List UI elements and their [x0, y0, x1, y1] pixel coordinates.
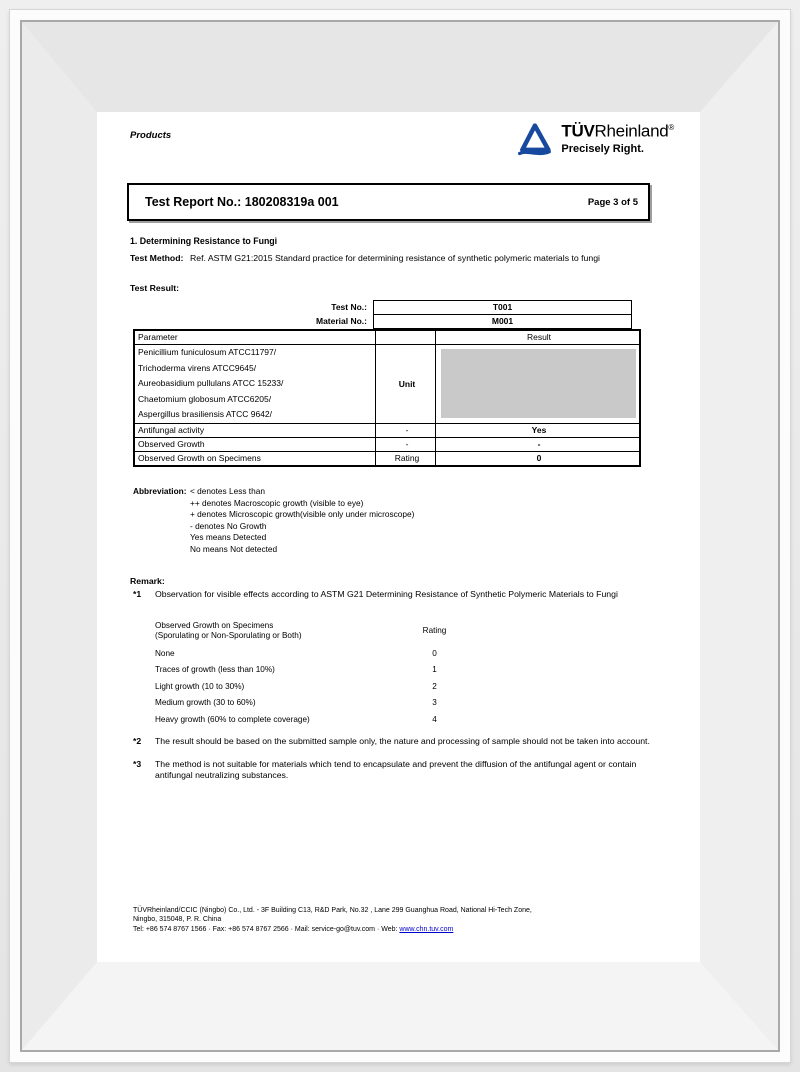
- species-line: Aspergillus brasiliensis ATCC 9642/: [138, 409, 273, 420]
- rating-row: [155, 678, 462, 695]
- abbreviation-line: No means Not detected: [190, 543, 278, 554]
- footer-contact-text: Tel: +86 574 8767 1566 · Fax: +86 574 8767 2566 · Mail: service-go@tuv.com · Web:: [133, 925, 400, 933]
- remark-label: Remark:: [130, 576, 165, 586]
- table-header-row: [134, 330, 640, 345]
- unit-cell: Unit: [376, 345, 436, 424]
- species-line: Penicillium funiculosum ATCC11797/: [138, 347, 277, 358]
- rating-row: [155, 695, 462, 712]
- rating-desc: Traces of growth (less than 10%): [155, 665, 275, 675]
- result-table: [133, 300, 632, 467]
- products-label: Products: [130, 130, 172, 141]
- test-report-page: [97, 112, 700, 962]
- row-result: Yes: [436, 424, 641, 438]
- footer-line: [133, 925, 678, 934]
- registered-mark: ®: [668, 123, 674, 132]
- material-no-value: M001: [491, 316, 514, 326]
- footer-web-link[interactable]: www.chn.tuv.com: [399, 925, 454, 933]
- rating-table: [155, 621, 462, 728]
- remark-text: The method is not suitable for materials which tend to encapsulate and prevent the diffusion of the antifungal agent or contain antifungal neutralizing substances.: [155, 759, 637, 780]
- rating-desc-header: [155, 621, 407, 640]
- result-placeholder-box: [441, 349, 636, 418]
- abbreviation-lines: [190, 486, 414, 556]
- rating-value: 0: [432, 648, 437, 658]
- test-result-label: Test Result:: [130, 283, 180, 293]
- row-parameter: Observed Growth on Specimens: [134, 452, 376, 467]
- rating-desc: Heavy growth (60% to complete coverage): [155, 714, 310, 724]
- table-row: [134, 452, 640, 467]
- table-row: [134, 424, 640, 438]
- header-result: Result: [436, 330, 641, 345]
- remark-text: Observation for visible effects according to ASTM G21 Determining Resistance of Synthetic Polymeric Materials to Fungi: [155, 589, 618, 599]
- row-unit: -: [376, 424, 436, 438]
- species-cell: [134, 345, 376, 424]
- remark-item: [133, 736, 652, 747]
- rating-value: 3: [432, 698, 437, 708]
- brand-tuv: TÜV: [561, 121, 595, 141]
- rating-table-header: [155, 621, 462, 640]
- table-row: [134, 438, 640, 452]
- remark-item: [133, 589, 652, 600]
- row-unit: Rating: [376, 452, 436, 467]
- footer-address-block: [133, 906, 678, 934]
- row-result: -: [436, 438, 641, 452]
- remark-marker: *2: [133, 736, 142, 746]
- rating-value: 4: [432, 714, 437, 724]
- abbreviation-block: [133, 486, 414, 556]
- page-number: Page 3 of 5: [587, 196, 638, 208]
- abbreviation-line: - denotes No Growth: [190, 520, 267, 531]
- rating-row: [155, 645, 462, 662]
- header-unit-cell: [376, 330, 436, 345]
- species-line: Trichoderma virens ATCC9645/: [138, 362, 257, 373]
- test-method-row: [130, 253, 635, 264]
- footer-line: Ningbo, 315048, P. R. China: [133, 916, 222, 924]
- remark-marker: *1: [133, 589, 142, 599]
- rating-row: [155, 662, 462, 679]
- abbreviation-line: + denotes Microscopic growth(visible only under microscope): [190, 509, 415, 520]
- row-unit: -: [376, 438, 436, 452]
- rating-desc: None: [155, 648, 175, 658]
- rating-value: 2: [432, 681, 437, 691]
- table-pre-rows: [133, 300, 632, 329]
- rating-header: Rating: [422, 626, 447, 636]
- test-method-text: Ref. ASTM G21:2015 Standard practice for determining resistance of synthetic polymeric materials to fungi: [190, 253, 600, 263]
- pre-row-values: [373, 300, 632, 329]
- brand-tagline: Precisely Right.: [561, 142, 644, 155]
- abbreviation-line: < denotes Less than: [190, 486, 265, 496]
- rating-value: 1: [432, 665, 437, 675]
- parameter-result-table: [133, 329, 641, 467]
- rating-row: [155, 711, 462, 728]
- remark-item: [133, 759, 652, 781]
- abbreviation-line: ++ denotes Macroscopic growth (visible to eye): [190, 497, 364, 508]
- section-heading: 1. Determining Resistance to Fungi: [130, 236, 278, 246]
- tuv-logo-icon: [515, 122, 553, 158]
- test-no-value: T001: [374, 301, 631, 315]
- material-no-label: Material No.:: [315, 316, 367, 326]
- header-parameter: Parameter: [134, 330, 376, 345]
- species-line: Chaetomium globosum ATCC6205/: [138, 393, 272, 404]
- pre-row-labels: [133, 300, 373, 329]
- rating-table-body: [155, 645, 462, 728]
- footer-line: TÜVRheinland/CCIC (Ningbo) Co., Ltd. - 3F Building C13, R&D Park, No.32 , Lane 299 Guanghua Road, National Hi-Tech Zone,: [133, 907, 532, 914]
- rating-header-line2: (Sporulating or Non-Sporulating or Both): [155, 630, 302, 640]
- brand-rheinland: Rheinland: [594, 121, 669, 141]
- brand-name: [561, 118, 674, 141]
- abbreviation-line: Yes means Detected: [190, 532, 267, 543]
- report-number-bar: [127, 183, 650, 221]
- species-line: Aureobasidium pullulans ATCC 15233/: [138, 378, 284, 389]
- remark-marker: *3: [133, 759, 142, 769]
- rating-desc: Medium growth (30 to 60%): [155, 698, 256, 708]
- logo-text: [561, 118, 674, 155]
- row-parameter: Antifungal activity: [134, 424, 376, 438]
- species-row: [134, 345, 640, 424]
- species-result-cell: [436, 345, 641, 424]
- report-title: Test Report No.: 180208319a 001: [145, 195, 339, 209]
- abbreviation-label: Abbreviation:: [133, 486, 187, 496]
- test-method-label: Test Method:: [130, 253, 184, 263]
- remark-text: The result should be based on the submitted sample only, the nature and processing of sample should not be taken into account.: [155, 736, 650, 746]
- test-no-label: Test No.:: [331, 302, 367, 312]
- rating-desc: Light growth (10 to 30%): [155, 681, 245, 691]
- tuv-rheinland-logo: [515, 118, 674, 158]
- row-parameter: Observed Growth: [134, 438, 376, 452]
- row-result: 0: [436, 452, 641, 467]
- rating-header-line1: Observed Growth on Specimens: [155, 621, 274, 630]
